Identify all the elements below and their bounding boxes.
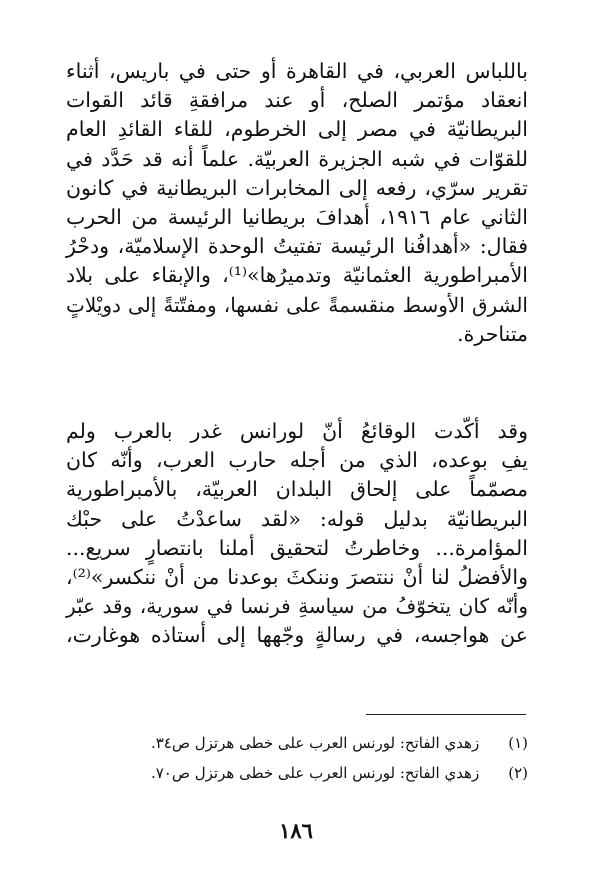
- paragraph-1: [66, 57, 528, 349]
- text-line: وأنّه كان يتخوّفُ من سياسةِ فرنسا في سورية، وقد عبّر: [66, 594, 528, 619]
- page-number: ١٨٦: [279, 818, 313, 843]
- footnote-divider: [366, 714, 526, 715]
- footnotes: [66, 728, 528, 788]
- text-line: والأفضلُ لنا أنْ ننتصرَ وننكثَ بوعدنا من أنْ ننكسر»⁽²⁾،: [66, 565, 528, 590]
- footnote-number: (٢): [508, 764, 528, 782]
- footnote-number: (١): [508, 734, 528, 752]
- text-line: الثاني عام ١٩١٦، أهدافَ بريطانيا الرئيسة من الحرب: [66, 205, 528, 230]
- text-line: انعقاد مؤتمر الصلح، أو عند مرافقةِ قائد القوات: [66, 88, 528, 113]
- text-line: باللباس العربي، في القاهرة أو حتى في باريس، أثناء: [66, 59, 528, 83]
- text-line: الأمبراطورية العثمانيّة وتدميرُها»⁽¹⁾، والإبقاء على بلاد: [66, 263, 529, 288]
- text-line: فقال: «أهدافُنا الرئيسة تفتيتُ الوحدة الإسلاميّة، ودحْرُ: [66, 234, 528, 259]
- text-line: البريطانيّة في مصر إلى الخرطوم، للقاء القائدِ العام: [66, 117, 528, 142]
- footnote-text: زهدي الفاتح: لورنس العرب على خطى هرتزل ص٧٠.: [150, 764, 480, 782]
- footnote-2: [66, 758, 528, 788]
- text-line: عن هواجسه، في رسالةٍ وجّهها إلى أستاذه هوغارت،: [66, 623, 528, 648]
- footnote-1: [66, 728, 528, 758]
- footnote-text: زهدي الفاتح: لورنس العرب على خطى هرتزل ص٣٤.: [150, 734, 480, 752]
- text-line: للقوّات في شبه الجزيرة العربيّة. علماً أنه قد حَدَّد في: [66, 146, 528, 171]
- text-line: وقد أكّدت الوقائعُ أنّ لورانس غدر بالعرب ولم: [66, 419, 528, 443]
- text-line: المؤامرة... وخاطرتُ لتحقيق أملنا بانتصارٍ سريع...: [66, 535, 528, 560]
- text-line: البريطانيّة بدليل قوله: «لقد ساعدْتُ على حبْك: [66, 506, 528, 531]
- text-line: مصمّماً على إلحاق البلدان العربيّة، بالأمبراطورية: [66, 477, 528, 502]
- paragraph-2: [66, 417, 528, 651]
- text-line: الشرق الأوسط منقسمةً على نفسها، ومفتّتةً إلى دويْلاتٍ: [66, 292, 528, 317]
- text-line: تقرير سرّي، رفعه إلى المخابرات البريطانية في كانون: [66, 175, 528, 200]
- text-line: يفِ بوعده، الذي من أجله حارب العرب، وأنّه كان: [66, 448, 528, 473]
- text-line: متناحرة.: [457, 321, 528, 346]
